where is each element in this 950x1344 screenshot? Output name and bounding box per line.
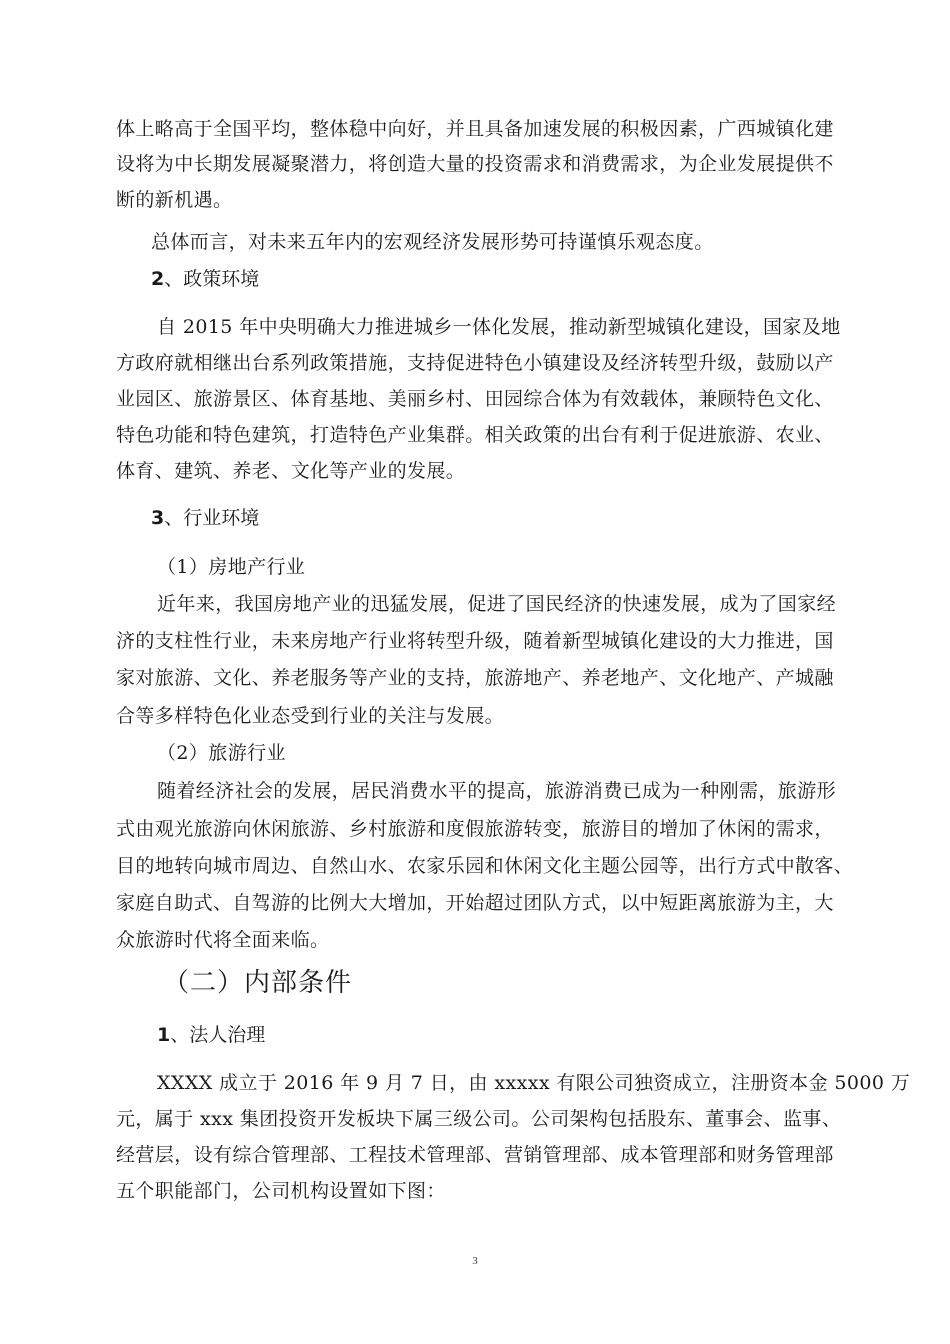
text-line: 五个职能部门，公司机构设置如下图： xyxy=(116,1180,446,1202)
text-line: 近年来，我国房地产业的迅猛发展，促进了国民经济的快速发展，成为了国家经 xyxy=(157,593,837,615)
section-title: 、政策环境 xyxy=(164,268,260,290)
section-title: 、行业环境 xyxy=(164,507,260,529)
text-line: 众旅游时代将全面来临。 xyxy=(116,929,330,951)
text-line: 随着经济社会的发展，居民消费水平的提高，旅游消费已成为一种刚需，旅游形 xyxy=(157,780,837,802)
section-heading-policy xyxy=(151,264,259,294)
text-line: 设将为中长期发展凝聚潜力，将创造大量的投资需求和消费需求，为企业发展提供不 xyxy=(116,153,834,175)
text-line: 特色功能和特色建筑，打造特色产业集群。相关政策的出台有利于促进旅游、农业、 xyxy=(116,424,834,446)
text-line: 体上略高于全国平均，整体稳中向好，并且具备加速发展的积极因素，广西城镇化建 xyxy=(116,118,834,140)
subsection-heading-tourism: （2）旅游行业 xyxy=(157,742,286,764)
section-heading-industry xyxy=(151,503,259,533)
section-heading-governance xyxy=(157,1020,265,1050)
text-line: 家庭自助式、自驾游的比例大大增加，开始超过团队方式，以中短距离旅游为主，大 xyxy=(116,892,834,914)
section-number: 3 xyxy=(151,507,165,529)
text-line: 体育、建筑、养老、文化等产业的发展。 xyxy=(116,460,466,482)
text-line: 济的支柱性行业，未来房地产行业将转型升级，随着新型城镇化建设的大力推进，国 xyxy=(116,630,834,652)
section-title: 、法人治理 xyxy=(170,1024,266,1046)
subsection-heading-real-estate: （1）房地产行业 xyxy=(157,556,306,578)
text-line: 元，属于 xxx 集团投资开发板块下属三级公司。公司架构包括股东、董事会、监事、 xyxy=(116,1108,842,1130)
text-line: 式由观光旅游向休闲旅游、乡村旅游和度假旅游转变，旅游目的增加了休闲的需求， xyxy=(116,818,834,840)
text-line: 总体而言，对未来五年内的宏观经济发展形势可持谨慎乐观态度。 xyxy=(151,231,714,253)
page-number: 3 xyxy=(472,1255,478,1267)
text-line: 自 2015 年中央明确大力推进城乡一体化发展，推动新型城镇化建设，国家及地 xyxy=(157,316,841,338)
text-line: 经营层，设有综合管理部、工程技术管理部、营销管理部、成本管理部和财务管理部 xyxy=(116,1144,834,1166)
text-line: 家对旅游、文化、养老服务等产业的支持，旅游地产、养老地产、文化地产、产城融 xyxy=(116,667,834,689)
text-line: 合等多样特色化业态受到行业的关注与发展。 xyxy=(116,705,505,727)
section-number: 1 xyxy=(157,1024,171,1046)
text-line: XXXX 成立于 2016 年 9 月 7 日，由 xxxxx 有限公司独资成立，注册资本金 5000 万 xyxy=(157,1072,911,1094)
chapter-heading-internal: （二）内部条件 xyxy=(163,968,353,998)
text-line: 断的新机遇。 xyxy=(116,189,233,211)
section-number: 2 xyxy=(151,268,165,290)
text-line: 业园区、旅游景区、体育基地、美丽乡村、田园综合体为有效载体，兼顾特色文化、 xyxy=(116,388,834,410)
text-line: 目的地转向城市周边、自然山水、农家乐园和休闲文化主题公园等，出行方式中散客、 xyxy=(116,855,854,877)
text-line: 方政府就相继出台系列政策措施，支持促进特色小镇建设及经济转型升级，鼓励以产 xyxy=(116,352,834,374)
